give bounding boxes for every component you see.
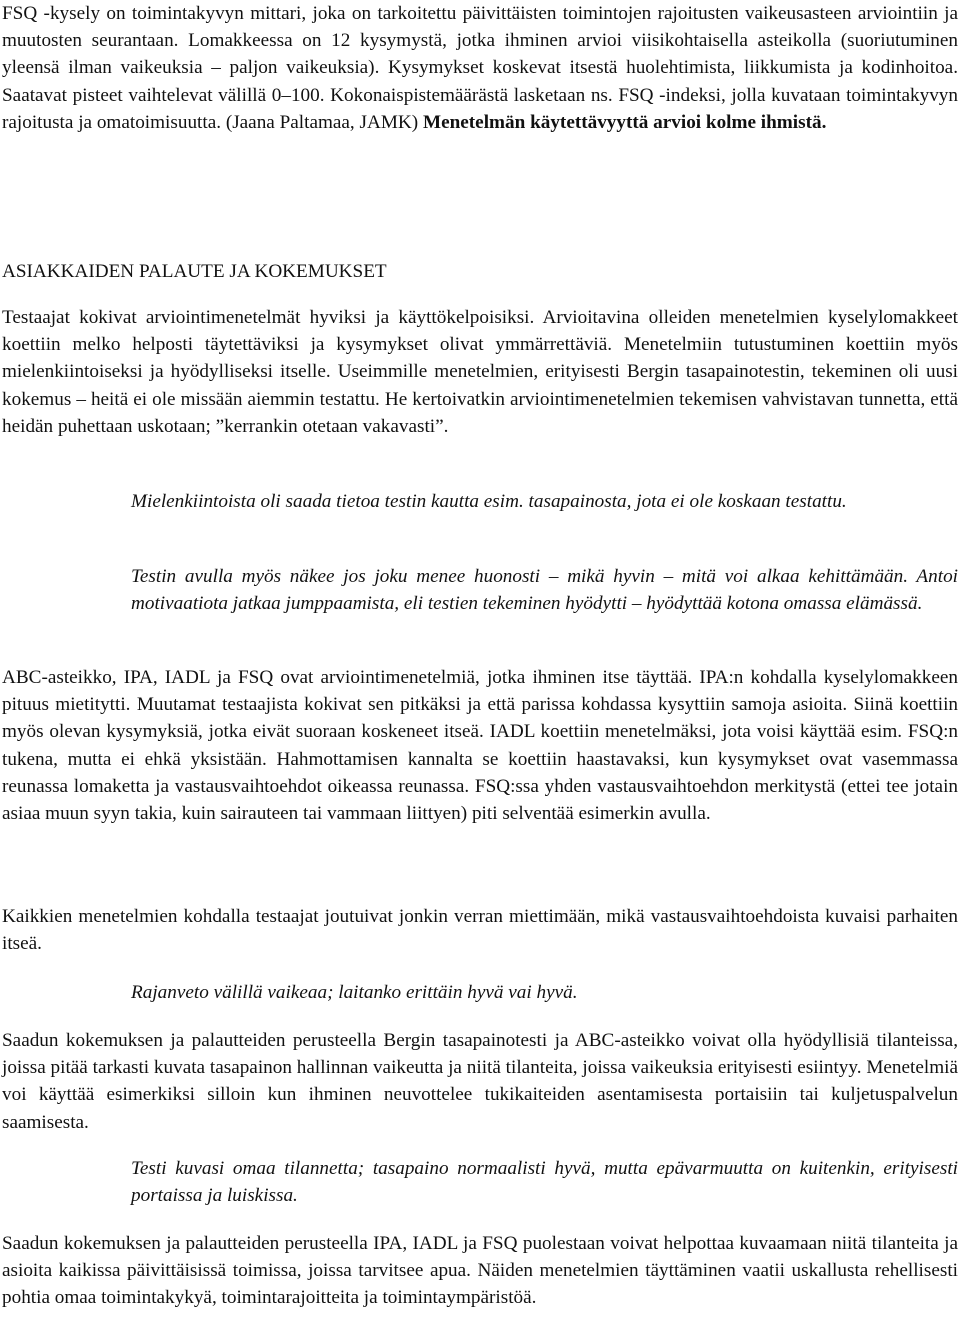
intro-paragraph bbox=[2, 0, 958, 136]
paragraph-self-assessment: ABC-asteikko, IPA, IADL ja FSQ ovat arviointimenetelmiä, jotka ihminen itse täyttää. IPA:n kohdalla kyselylomakkeen pituus mietitytti. Muutamat testaajista kokivat sen pitkäksi ja että parissa kohdassa kysyttiin samoja asioita. Siinä koettiin myös olevan kysymyksiä, jotka eivät suoraan koskeneet itseä. IADL koettiin menetelmäksi, jota voisi käyttää esim. FSQ:n tukena, mutta ei ehkä yksistään. Hahmottamisen kannalta se koettiin haastavaksi, kun kysymykset ovat vasemmassa reunassa lomaketta ja vastausvaihtoehdot oikeassa reunassa. FSQ:ssa yhden vastausvaihtoehdon merkitystä (ettei tee jotain asiaa muun syyn takia, kuin sairauteen tai vammaan liittyen) piti selventää esimerkin avulla. bbox=[2, 667, 958, 825]
quote-motivation: Testin avulla myös näkee jos joku menee huonosti – mikä hyvin – mitä voi alkaa kehittämään. Antoi motivaatiota jatkaa jumppaamista, eli testien tekeminen hyödytti – hyödyttää kotona omassa elämässä. bbox=[131, 566, 958, 615]
paragraph-berg-abc: Saadun kokemuksen ja palautteiden perusteella Bergin tasapainotesti ja ABC-asteikko voivat olla hyödyllisiä tilanteissa, joissa pitää tarkasti kuvata tasapainon hallinnan vaikeutta ja niitä tilanteita, joissa vaikeuksia erityisesti esiintyy. Menetelmiä voi käyttää esimerkiksi silloin kun ihminen neuvottelee tukikaiteiden asentamisesta portaisiin tai kuljetuspalvelun saamisesta. bbox=[2, 1030, 958, 1133]
paragraph-feedback: Testaajat kokivat arviointimenetelmät hyviksi ja käyttökelpoisiksi. Arvioitavina olleiden menetelmien kyselylomakkeet koettiin melko helposti täytettäviksi ja kysymykset olivat ymmärrettäviä. Menetelmiin tutustuminen koettiin myös mielenkiintoiseksi ja hyödylliseksi itselle. Useimmille menetelmien, erityisesti Bergin tasapainotestin, tekeminen oli uusi kokemus – heitä ei ole missään aiemmin testattu. He kertoivatkin arviointimenetelmien tekemisen vahvistavan tunnetta, että heidän puhettaan uskotaan; ”kerrankin otetaan vakavasti”. bbox=[2, 307, 958, 437]
intro-text: FSQ -kysely on toimintakyvyn mittari, joka on tarkoitettu päivittäisten toimintojen rajoitusten vaikeusasteen arviointiin ja muutosten seurantaan. Lomakkeessa on 12 kysymystä, jotka ihminen arvioi viisikohtaisella asteikolla (suoriutuminen yleensä ilman vaikeuksia – paljon vaikeuksia). Kysymykset koskevat itsestä huolehtimista, liikkumista ja kodinhoitoa. Saatavat pisteet vaihtelevat välillä 0–100. Kokonaispistemäärästä lasketaan ns. FSQ -indeksi, jolla kuvataan toimintakyvyn rajoitusta ja omatoimisuutta. (Jaana Paltamaa, JAMK) bbox=[2, 3, 958, 133]
quote-balance: Testi kuvasi omaa tilannetta; tasapaino normaalisti hyvä, mutta epävarmuutta on kuitenkin, erityisesti portaissa ja luiskissa. bbox=[131, 1158, 958, 1207]
paragraph-answer-options: Kaikkien menetelmien kohdalla testaajat joutuivat jonkin verran miettimään, mikä vastausvaihtoehdoista kuvaisi parhaiten itseä. bbox=[2, 906, 958, 955]
quote-interesting: Mielenkiintoista oli saada tietoa testin kautta esim. tasapainosta, jota ei ole koskaan testattu. bbox=[131, 491, 847, 512]
quote-boundary: Rajanveto välillä vaikeaa; laitanko erittäin hyvä vai hyvä. bbox=[131, 982, 578, 1003]
paragraph-ipa-iadl-fsq: Saadun kokemuksen ja palautteiden perusteella IPA, IADL ja FSQ puolestaan voivat helpottaa kuvaamaan niitä tilanteita ja asioita kaikissa päivittäisissä toimissa, joissa tarvitsee apua. Näiden menetelmien täyttäminen vaatii uskallusta rehellisesti pohtia omaa toimintakykyä, toimintarajoitteita ja toimintaympäristöä. bbox=[2, 1233, 958, 1309]
section-heading: ASIAKKAIDEN PALAUTE JA KOKEMUKSET bbox=[2, 261, 387, 282]
intro-bold-text: Menetelmän käytettävyyttä arvioi kolme ihmistä. bbox=[422, 111, 827, 133]
